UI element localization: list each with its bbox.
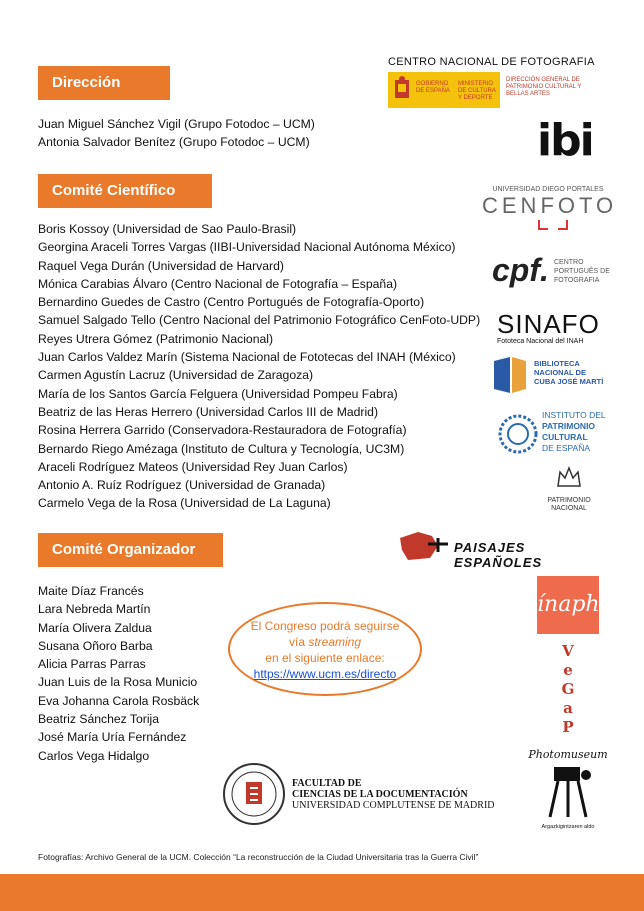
list-item: Susana Oñoro Barba	[38, 638, 153, 653]
list-item: Raquel Vega Durán (Universidad de Harvard)	[38, 258, 284, 273]
ipce-emblem-icon	[498, 414, 538, 454]
list-item: Carmen Agustín Lacruz (Universidad de Zaragoza)	[38, 368, 314, 383]
list-item: Bernardo Riego Amézaga (Instituto de Cultura y Tecnología, UC3M)	[38, 441, 405, 456]
list-item: Juan Miguel Sánchez Vigil (Grupo Fotodoc – UCM)	[38, 117, 315, 131]
crown-icon	[554, 462, 584, 492]
list-item: Carlos Vega Hidalgo	[38, 748, 150, 763]
list-item: Araceli Rodríguez Mateos (Universidad Rey Juan Carlos)	[38, 459, 348, 474]
cenfoto-logo: UNIVERSIDAD DIEGO PORTALES CENFOTO	[482, 186, 614, 236]
list-item: Samuel Salgado Tello (Centro Nacional del Patrimonio Fotográfico CenFoto-UDP)	[38, 313, 481, 328]
inaph-logo: ínaph	[537, 576, 599, 634]
cpf-logo: cpf. CENTRO PORTUGUÊS DE FOTOGRAFIA	[492, 252, 610, 288]
ipce-logo: INSTITUTO DEL PATRIMONIO CULTURAL DE ESPAÑA	[498, 410, 616, 458]
list-item: Beatriz Sánchez Torija	[38, 712, 160, 727]
cnf-title: CENTRO NACIONAL DE FOTOGRAFIA	[388, 56, 595, 68]
comite-organizador-list	[38, 582, 199, 765]
photographer-silhouette-icon	[540, 761, 596, 819]
vegap-logo: V e G a P	[561, 642, 575, 736]
facultad-documentacion-logo: FACULTAD DE CIENCIAS DE LA DOCUMENTACIÓN UNIVERSIDAD COMPLUTENSE DE MADRID	[222, 756, 502, 834]
streaming-line-3: en el siguiente enlace:	[265, 651, 385, 665]
list-item: Rosina Herrera Garrido (Conservadora-Restauradora de Fotografía)	[38, 423, 407, 438]
spain-map-icon	[398, 530, 448, 564]
biblioteca-nacional-cuba-logo: BIBLIOTECA NACIONAL DE CUBA JOSÉ MARTÍ	[490, 355, 608, 397]
comite-cientifico-list	[38, 220, 480, 513]
ucm-seal-icon	[222, 756, 286, 830]
list-item: Boris Kossoy (Universidad de Sao Paulo-Brasil)	[38, 222, 297, 236]
list-item: Beatriz de las Heras Herrero (Universidad Carlos III de Madrid)	[38, 404, 379, 419]
list-item: Carmelo Vega de la Rosa (Universidad de La Laguna)	[38, 496, 331, 511]
section-header-comite-organizador: Comité Organizador	[38, 533, 223, 567]
list-item: Eva Johanna Carola Rosbäck	[38, 693, 200, 708]
footer-credit: Fotografías: Archivo General de la UCM. Colección “La reconstrucción de la Ciudad Universitaria tras la Guerra Civil”	[38, 852, 479, 862]
list-item: María Olivera Zaldua	[38, 620, 152, 635]
list-item: Reyes Utrera Gómez (Patrimonio Nacional)	[38, 331, 274, 346]
list-item: Antonia Salvador Benítez (Grupo Fotodoc – UCM)	[38, 135, 310, 150]
patrimonio-nacional-logo: PATRIMONIO NACIONAL	[536, 462, 602, 516]
ibi-logo: ibi	[537, 115, 593, 166]
sinafo-logo: SINAFO Fototeca Nacional del INAH	[497, 309, 600, 345]
list-item: Alicia Parras Parras	[38, 657, 146, 672]
streaming-callout	[228, 602, 422, 696]
list-item: Antonio A. Ruíz Rodríguez (Universidad de Granada)	[38, 478, 326, 493]
gobierno-espana-logo: GOBIERNO DE ESPAÑA MINISTERIO DE CULTURA Y DEPORTE DIRECCIÓN GENERAL DE PATRIMONIO CULTURAL Y BELLAS ARTES	[388, 72, 600, 108]
list-item: Lara Nebreda Martín	[38, 602, 151, 617]
paisajes-espanoles-logo: PAISAJES ESPAÑOLES	[398, 530, 610, 566]
streaming-link[interactable]: https://www.ucm.es/directo	[253, 667, 397, 681]
section-header-comite-cientifico: Comité Científico	[38, 174, 212, 208]
list-item: Mónica Carabias Álvaro (Centro Nacional de Fotografía – España)	[38, 276, 398, 291]
list-item: Juan Carlos Valdez Marín (Sistema Nacional de Fototecas del INAH (México)	[38, 350, 456, 365]
coat-of-arms-icon	[392, 76, 412, 104]
list-item: Maite Díaz Francés	[38, 584, 144, 598]
list-item: José María Uría Fernández	[38, 730, 187, 745]
list-item: Georgina Araceli Torres Vargas (IIBI-Universidad Nacional Autónoma México)	[38, 240, 456, 255]
list-item: María de los Santos García Felguera (Universidad Pompeu Fabra)	[38, 386, 398, 401]
streaming-line-1: El Congreso podrá seguirse	[250, 619, 400, 633]
footer-bar	[0, 874, 644, 911]
photomuseum-logo: Photomuseum Argazkigintzaren aldo	[528, 748, 608, 830]
book-icon	[490, 355, 530, 395]
streaming-line-2: vía streaming	[288, 635, 362, 649]
section-header-direccion: Dirección	[38, 66, 170, 100]
list-item: Juan Luis de la Rosa Municio	[38, 675, 198, 690]
direccion-list	[38, 115, 315, 152]
list-item: Bernardino Guedes de Castro (Centro Portugués de Fotografía-Oporto)	[38, 295, 425, 310]
